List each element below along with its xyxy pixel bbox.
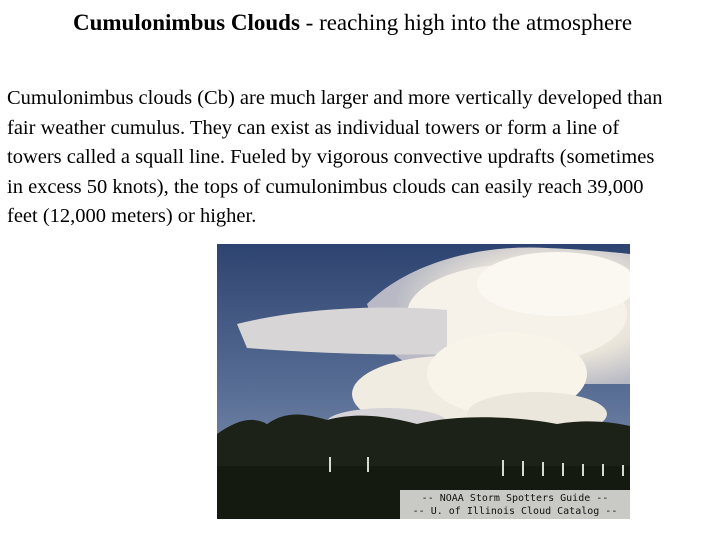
cumulonimbus-photo [217, 244, 630, 519]
body-paragraph: Cumulonimbus clouds (Cb) are much larger and more vertically developed than fair weather cumulus. They can exist as individual towers or form a line of towers called a squall line. Fueled by vigorous convective updrafts (sometimes in excess 50 knots), the tops of cumulonimbus clouds can easily reach 39,000 feet (12,000 meters) or higher. [7, 87, 663, 227]
photo-credit-caption [400, 490, 630, 519]
photo-graphic [217, 244, 630, 519]
slide-title [73, 7, 693, 38]
caption-line-2: -- U. of Illinois Cloud Catalog -- [412, 506, 618, 517]
title-rest: - reaching high into the atmosphere [299, 10, 633, 35]
title-bold: Cumulonimbus Clouds [73, 10, 300, 35]
caption-line-1: -- NOAA Storm Spotters Guide -- [421, 493, 609, 504]
